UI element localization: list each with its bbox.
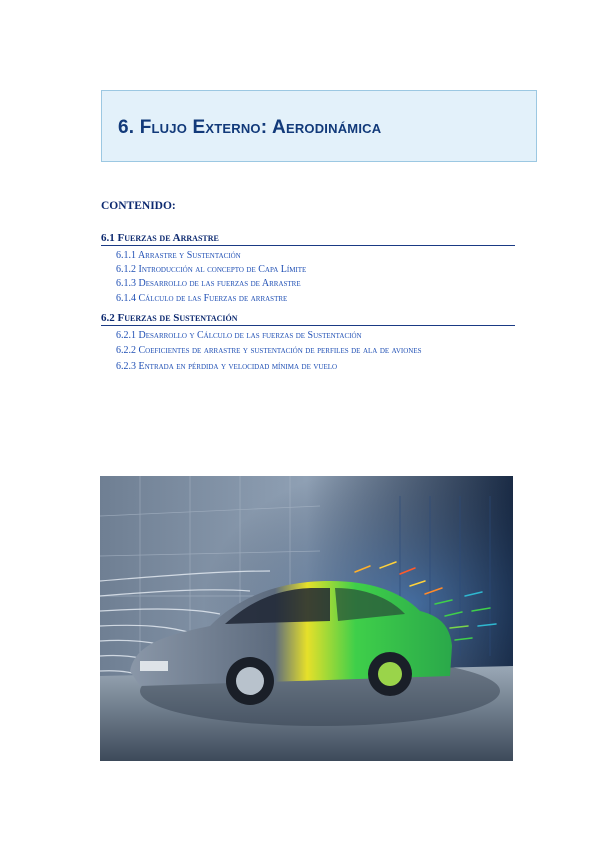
toc-item-6-1-4[interactable]: 6.1.4 Cálculo de las Fuerzas de arrastre	[116, 293, 288, 304]
car-wind-tunnel-image	[100, 476, 513, 761]
toc-section-6-2[interactable]: 6.2 Fuerzas de Sustentación	[101, 312, 515, 326]
toc-item-6-2-1[interactable]: 6.2.1 Desarrollo y Cálculo de las fuerzas de Sustentación	[116, 330, 362, 341]
toc-item-6-1-3[interactable]: 6.1.3 Desarrollo de las fuerzas de Arrastre	[116, 278, 301, 289]
toc-item-6-1-2[interactable]: 6.1.2 Introducción al concepto de Capa Límite	[116, 264, 307, 275]
chapter-title-box	[101, 90, 537, 162]
toc-item-6-2-3[interactable]: 6.2.3 Entrada en pérdida y velocidad mínima de vuelo	[116, 361, 338, 372]
toc-section-6-1[interactable]: 6.1 Fuerzas de Arrastre	[101, 232, 515, 246]
chapter-title: 6. Flujo Externo: Aerodinámica	[118, 117, 382, 138]
toc-item-6-2-2[interactable]: 6.2.2 Coeficientes de arrastre y sustentación de perfiles de ala de aviones	[116, 345, 422, 356]
toc-item-6-1-1[interactable]: 6.1.1 Arrastre y Sustentación	[116, 250, 241, 261]
contents-heading: CONTENIDO:	[101, 200, 176, 212]
